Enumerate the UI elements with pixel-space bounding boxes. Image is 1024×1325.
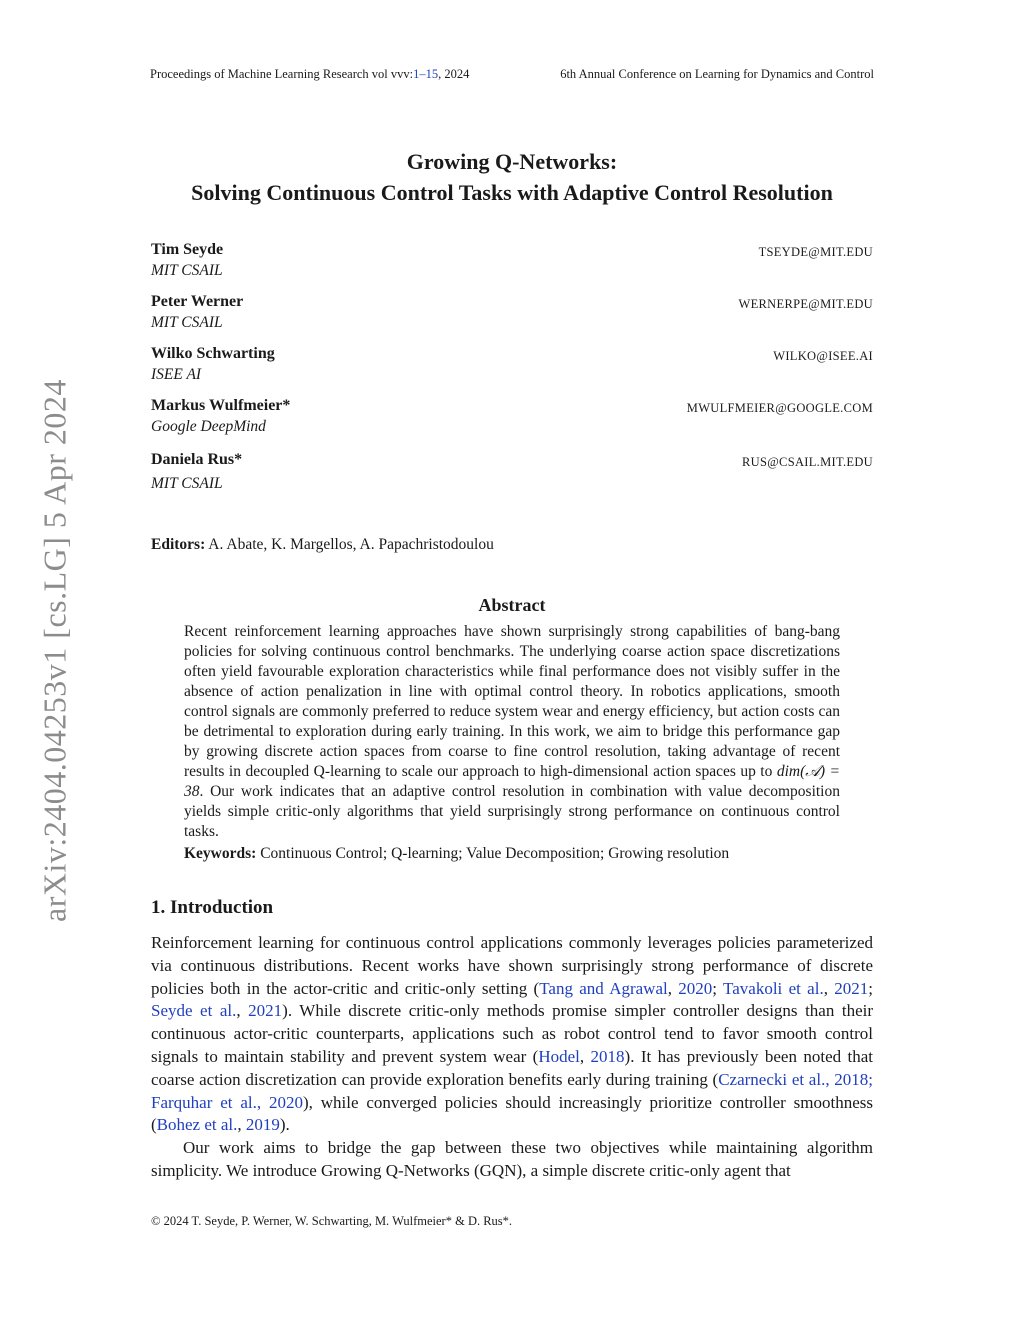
author-email[interactable]: MWULFMEIER@GOOGLE.COM	[686, 401, 873, 415]
citation-link[interactable]: Hodel	[538, 1046, 580, 1066]
author-name: Daniela Rus*	[151, 451, 243, 468]
pages-link[interactable]: 1–15	[413, 67, 439, 81]
author-email[interactable]: WILKO@ISEE.AI	[773, 349, 873, 363]
citation-link[interactable]: Czarnecki et al., 2018; Farquhar et al., 2020	[151, 1069, 873, 1112]
author-affiliation: ISEE AI	[151, 366, 202, 383]
arxiv-stamp: arXiv:2404.04253v1 [cs.LG] 5 Apr 2024	[36, 379, 73, 922]
author-email[interactable]: RUS@CSAIL.MIT.EDU	[742, 455, 873, 469]
citation-link[interactable]: 2020	[678, 978, 713, 998]
citation-link[interactable]: 2018	[590, 1046, 625, 1066]
paper-title-line1: Growing Q-Networks:	[406, 149, 618, 174]
citation-link[interactable]: 2021	[248, 1001, 283, 1021]
section-heading: 1. Introduction	[151, 897, 274, 918]
intro-paragraph-1: Reinforcement learning for continuous control applications commonly leverages policies parameterized via continuous distributions. Recent works have shown surprisingly strong performance of discrete policies both in the actor-critic and critic-only setting (Tang and Agrawal, 2020; Tavakoli et al., 2021; Seyde et al., 2021). While discrete critic-only methods promise simpler controller designs than their continuous actor-critic counterparts, applications such as robot control tend to favor smooth control signals to maintain stability and prevent system wear (Hodel, 2018). It has previously been noted that coarse action discretization can provide exploration benefits early during training (Czarnecki et al., 2018; Farquhar et al., 2020), while converged policies should increasingly prioritize controller smoothness (Bohez et al., 2019).	[151, 933, 874, 1135]
citation-link[interactable]: Seyde et al.	[151, 1001, 237, 1021]
author-name: Tim Seyde	[151, 241, 224, 258]
author-affiliation: MIT CSAIL	[151, 475, 223, 492]
citation-link[interactable]: 2021	[834, 978, 869, 998]
abstract-heading: Abstract	[478, 595, 546, 615]
author-name: Wilko Schwarting	[151, 345, 275, 362]
author-affiliation: Google DeepMind	[151, 418, 266, 435]
running-header-right: 6th Annual Conference on Learning for Dynamics and Control	[560, 67, 874, 81]
intro-paragraph-2: Our work aims to bridge the gap between these two objectives while maintaining algorithm simplicity. We introduce Growing Q-Networks (GQN), a simple discrete critic-only agent that	[151, 1138, 873, 1180]
keywords-line: Keywords: Continuous Control; Q-learning; Value Decomposition; Growing resolution	[184, 845, 730, 862]
abstract-body: Recent reinforcement learning approaches have shown surprisingly strong capabilities of bang-bang policies for solving continuous control benchmarks. The underlying coarse action space discretizations often yield favourable exploration characteristics while final performance does not visibly suffer in the absence of action penalization in line with optimal control theory. In robotics applications, smooth control signals are commonly preferred to reduce system wear and energy efficiency, but action costs can be detrimental to exploration during early training. In this work, we aim to bridge this performance gap by growing discrete action spaces from coarse to fine control resolution, taking advantage of recent results in decoupled Q-learning to scale our approach to high-dimensional action spaces up to dim(𝒜) = 38. Our work indicates that an adaptive control resolution in combination with value decomposition yields simple critic-only algorithms that yield surprisingly strong performance on continuous control tasks.	[184, 623, 840, 840]
author-name: Markus Wulfmeier*	[151, 397, 291, 414]
citation-link[interactable]: Tang and Agrawal	[539, 978, 668, 998]
author-affiliation: MIT CSAIL	[151, 314, 223, 331]
citation-link[interactable]: Tavakoli et al.	[723, 978, 824, 998]
paper-title-line2: Solving Continuous Control Tasks with Adaptive Control Resolution	[191, 180, 833, 205]
citation-link[interactable]: Bohez et al.	[156, 1115, 238, 1135]
copyright-footer: © 2024 T. Seyde, P. Werner, W. Schwarting, M. Wulfmeier* & D. Rus*.	[151, 1214, 513, 1228]
math-expression: dim(𝒜) = 38	[184, 763, 840, 800]
author-email[interactable]: TSEYDE@MIT.EDU	[758, 245, 873, 259]
editors-line: Editors: A. Abate, K. Margellos, A. Papachristodoulou	[151, 536, 494, 553]
citation-link[interactable]: 2019	[245, 1115, 280, 1135]
author-email[interactable]: WERNERPE@MIT.EDU	[738, 297, 873, 311]
author-name: Peter Werner	[151, 293, 244, 310]
author-affiliation: MIT CSAIL	[151, 262, 223, 279]
running-header-left: Proceedings of Machine Learning Research vol vvv:1–15, 2024	[150, 67, 470, 81]
